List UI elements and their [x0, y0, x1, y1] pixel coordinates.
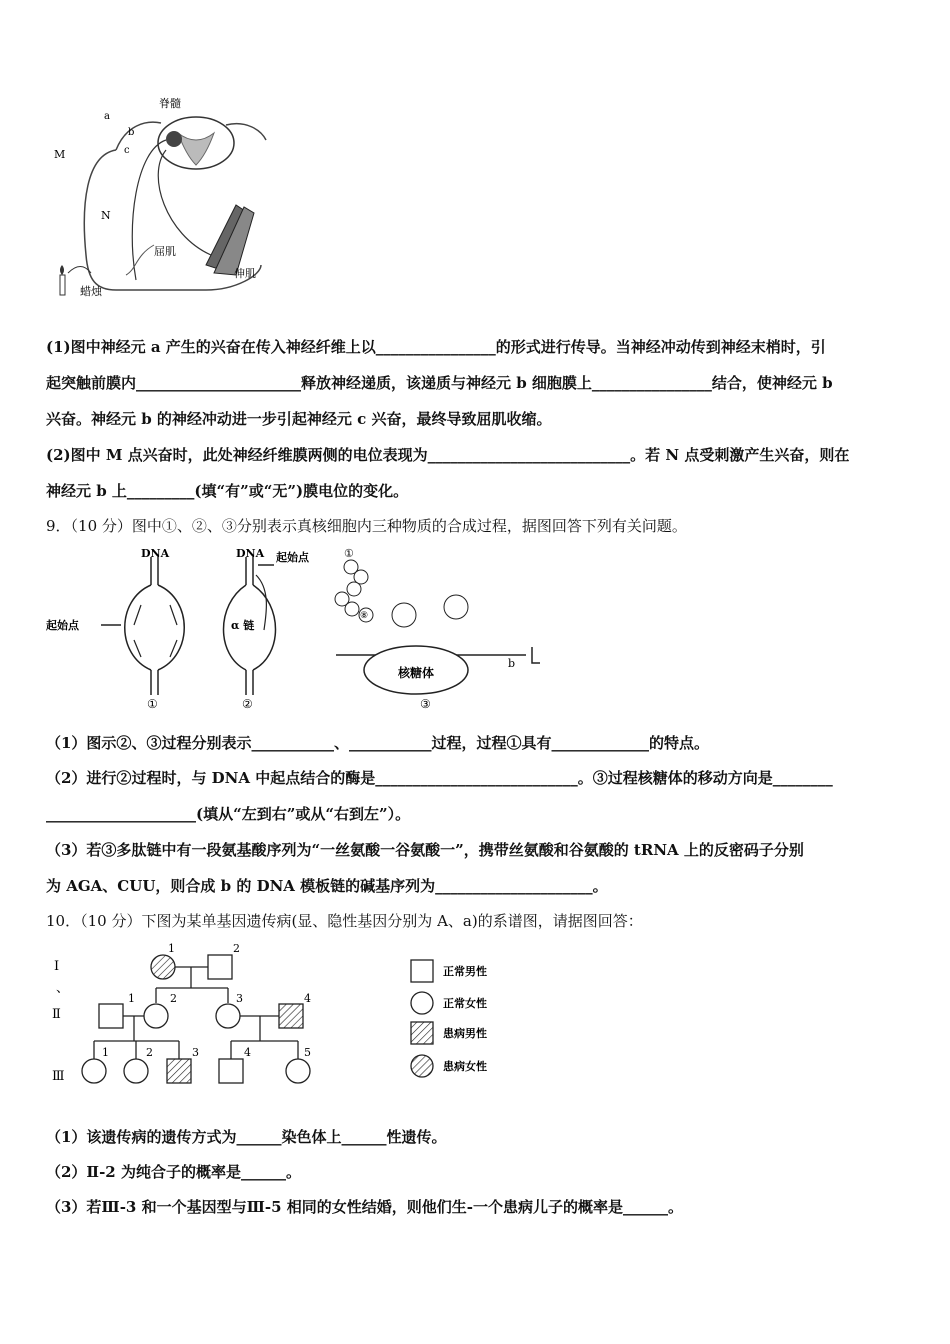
label-II-1: 1 [128, 992, 135, 1005]
label-origin-1: 起始点 [46, 619, 79, 632]
legend-normal-female: 正常女性 [443, 997, 487, 1010]
III-5-normal-female [286, 1059, 310, 1083]
q9-line-2: （2）进行②过程时，与 DNA 中起点结合的酶是___________________________。③过程核糖体的移动方向是________ [46, 769, 833, 787]
label-III-1: 1 [102, 1046, 109, 1059]
label-II-4: 4 [304, 992, 311, 1005]
label-b-chain: b [508, 657, 516, 670]
label-gen-II: Ⅱ [52, 1007, 61, 1022]
II-2-normal-female [144, 1004, 168, 1028]
label-N: N [101, 209, 111, 222]
pedigree-chart [46, 940, 506, 1095]
q10-heading: 10．（10 分）下图为某单基因遗传病(显、隐性基因分别为 A、a)的系谱图，请据图回答： [46, 912, 643, 930]
label-fig-1: ① [147, 697, 158, 710]
pedigree-legend [411, 960, 487, 1077]
III-4-normal-male [219, 1059, 243, 1083]
label-candle: 蜡烛 [80, 285, 102, 298]
label-III-5: 5 [304, 1046, 311, 1059]
label-origin-2: 起始点 [276, 551, 309, 564]
q8-line-2: 起突触前膜内______________________释放神经递质，该递质与神经元 b 细胞膜上________________结合，使神经元 b [46, 374, 833, 392]
label-fig-2: ② [242, 697, 253, 710]
q9-line-3: ____________________(填从“左到右”或从“右到左”）。 [46, 805, 411, 823]
III-2-normal-female [124, 1059, 148, 1083]
II-4-affected-male [279, 1004, 303, 1028]
q9-heading: 9．（10 分）图中①、②、③分别表示真核细胞内三种物质的合成过程，据图回答下列有关问题。 [46, 517, 687, 535]
label-b: b [128, 127, 135, 138]
label-c: c [124, 145, 130, 156]
translation-diagram [335, 560, 540, 694]
reflex-arc-figure [46, 95, 276, 305]
q10-line-2: （2）Ⅱ-2 为纯合子的概率是______。 [46, 1163, 301, 1181]
label-fig-3: ③ [420, 697, 431, 710]
legend-normal-male: 正常男性 [443, 965, 487, 978]
label-a: a [104, 111, 110, 122]
label-circle-8: ⑧ [360, 611, 369, 621]
label-ribosome: 核糖体 [398, 666, 435, 680]
label-II-2: 2 [170, 992, 177, 1005]
label-M: M [54, 148, 66, 161]
legend-affected-male: 患病男性 [443, 1027, 487, 1040]
label-III-4: 4 [244, 1046, 251, 1059]
label-I-1: 1 [168, 942, 175, 955]
label-spinal-cord: 脊髓 [159, 97, 181, 110]
I-2-normal-male [208, 955, 232, 979]
II-1-normal-male [99, 1004, 123, 1028]
q8-line-4: (2)图中 M 点兴奋时，此处神经纤维膜两侧的电位表现为___________________________。若 N 点受刺激产生兴奋，则在 [46, 446, 850, 464]
legend-affected-female: 患病女性 [443, 1060, 487, 1073]
label-III-2: 2 [146, 1046, 153, 1059]
III-3-affected-male [167, 1059, 191, 1083]
label-dna-2: DNA [236, 547, 265, 560]
q9-line-4: （3）若③多肽链中有一段氨基酸序列为“一丝氨酸一谷氨酸一”，携带丝氨酸和谷氨酸的 tRNA 上的反密码子分别 [46, 841, 804, 859]
label-gen-III: Ⅲ [52, 1069, 65, 1084]
q8-line-3: 兴奋。神经元 b 的神经冲动进一步引起神经元 c 兴奋，最终导致屈肌收缩。 [46, 410, 552, 428]
II-3-normal-female [216, 1004, 240, 1028]
replication-diagram [101, 557, 184, 695]
q10-line-1: （1）该遗传病的遗传方式为______染色体上______性遗传。 [46, 1128, 447, 1146]
label-dna-1: DNA [141, 547, 170, 560]
III-1-normal-female [82, 1059, 106, 1083]
label-alpha-chain: α 链 [231, 619, 255, 632]
q8-line-5: 神经元 b 上_________(填“有”或“无”)膜电位的变化。 [46, 482, 409, 500]
label-circle-1: ① [344, 547, 354, 560]
label-III-3: 3 [192, 1046, 199, 1059]
label-extensor: 伸肌 [234, 267, 256, 280]
I-1-affected-female [151, 955, 175, 979]
label-II-3: 3 [236, 992, 243, 1005]
q9-line-1: （1）图示②、③过程分别表示___________、___________过程，过程①具有_____________的特点。 [46, 734, 709, 752]
dna-replication-figure [46, 545, 556, 710]
q8-line-1: (1)图中神经元 a 产生的兴奋在传入神经纤维上以________________的形式进行传导。当神经冲动传到神经末梢时，引 [46, 338, 826, 356]
label-gen-dot: 、 [56, 981, 70, 996]
label-gen-I: Ⅰ [54, 959, 60, 974]
label-flexor: 屈肌 [154, 245, 176, 258]
q10-line-3: （3）若Ⅲ-3 和一个基因型与Ⅲ-5 相同的女性结婚，则他们生-一个患病儿子的概率是______。 [46, 1198, 683, 1216]
q9-line-5: 为 AGA、CUU，则合成 b 的 DNA 模板链的碱基序列为_____________________。 [46, 877, 608, 895]
label-I-2: 2 [233, 942, 240, 955]
